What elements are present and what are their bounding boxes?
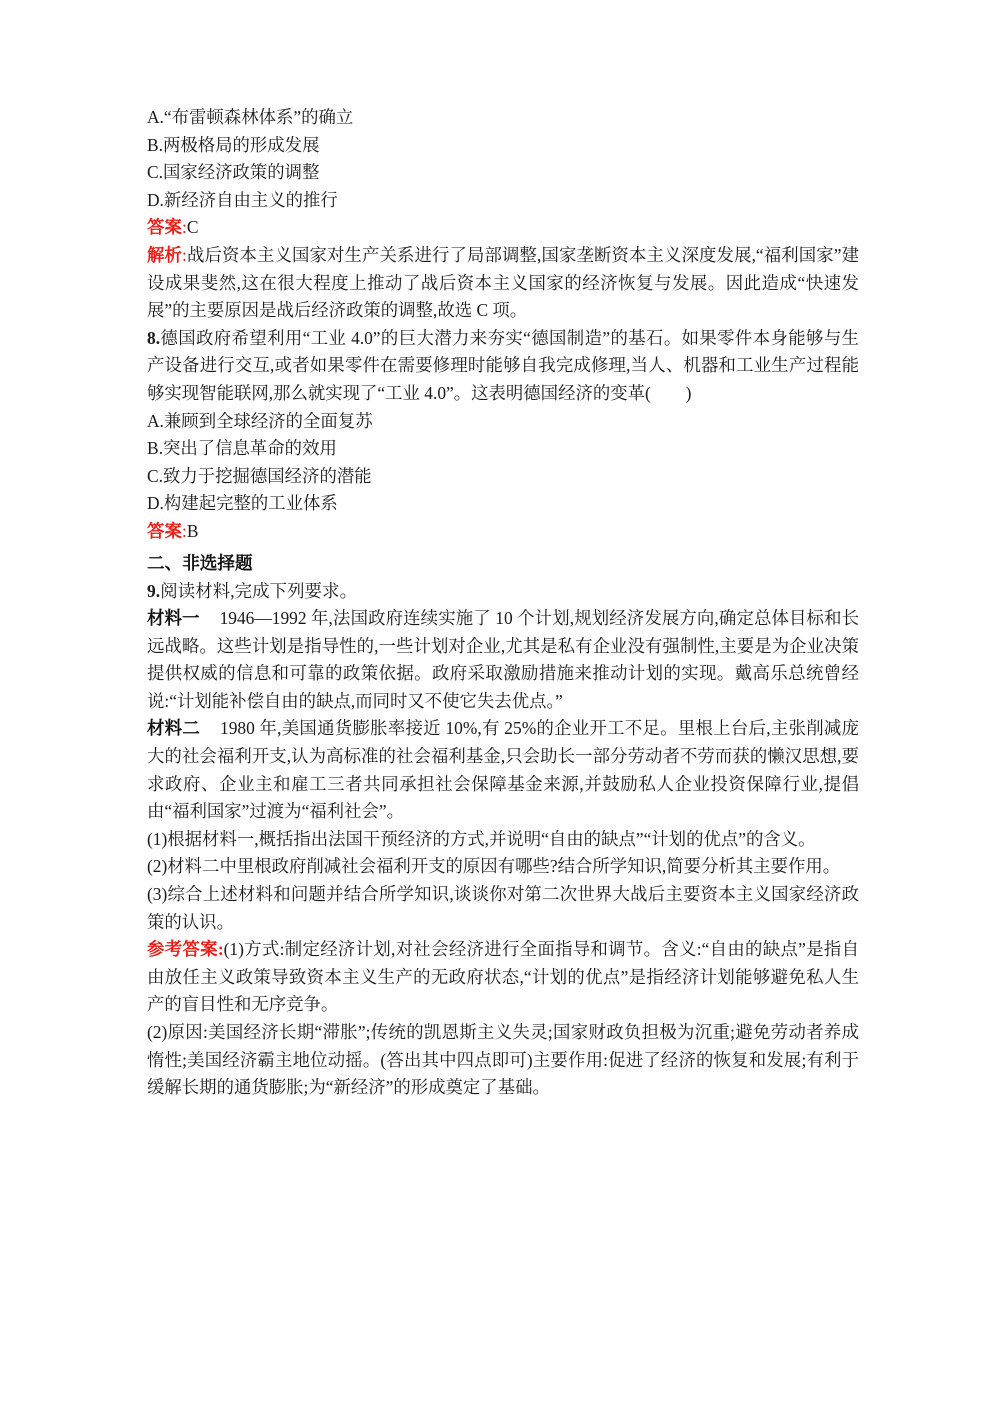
q9-reference-answer-part1 (147, 936, 859, 1019)
q7-answer-value: C (186, 217, 199, 238)
q9-number: 9. (147, 580, 161, 601)
reference-answer-label: 参考答案 (147, 939, 218, 960)
answer-label: 答案 (147, 217, 182, 238)
q7-option-d: D.新经济自由主义的推行 (147, 189, 338, 210)
q7-option-b: B.两极格局的形成发展 (147, 134, 320, 155)
q9-subquestion-2: (2)材料二中里根政府削减社会福利开支的原因有哪些?结合所学知识,简要分析其主要作用。 (147, 856, 841, 877)
section-heading-2: 二、非选择题 (147, 552, 253, 573)
q7-analysis-text: 战后资本主义国家对生产关系进行了局部调整,国家垄断资本主义深度发展,“福利国家”建设成果斐然,这在很大程度上推动了战后资本主义国家的经济恢复与发展。因此造成“快速发展”的主要原因是战后经济政策的调整,故选 C 项。 (147, 244, 859, 321)
reference-answer-text-1: (1)方式:制定经济计划,对社会经济进行全面指导和调节。含义:“自由的缺点”是指自由放任主义政策导致资本主义生产的无政府状态,“计划的优点”是指经济计划能够避免私人生产的盲目性和无序竞争。 (147, 939, 859, 1015)
analysis-label: 解析 (147, 244, 183, 265)
material-2-label: 材料二 (147, 718, 201, 739)
q7-option-c: C.国家经济政策的调整 (147, 162, 320, 183)
answer-colon: : (181, 520, 187, 541)
q8-answer-row (147, 518, 859, 546)
q7-answer-row (147, 214, 859, 242)
q8-stem-text: 德国政府希望利用“工业 4.0”的巨大潜力来夯实“德国制造”的基石。如果零件本身能够与生产设备进行交互,或者如果零件在需要修理时能够自我完成修理,当人、机器和工业生产过程能够实现智能联网,那么就实现了“工业 4.0”。这表明德国经济的变革( ) (147, 327, 859, 403)
q9-material-1 (147, 605, 859, 715)
q9-stem-row (147, 578, 859, 606)
material-1-label: 材料一 (147, 608, 200, 629)
q9-reference-answer-part2: (2)原因:美国经济长期“滞胀”;传统的凯恩斯主义失灵;国家财政负担极为沉重;避免劳动者养成惰性;美国经济霸主地位动摇。(答出其中四点即可)主要作用:促进了经济的恢复和发展;有利于缓解长期的通货膨胀;为“新经济”的形成奠定了基础。 (147, 1022, 859, 1098)
document-body (147, 104, 859, 1102)
reference-answer-colon: : (217, 939, 224, 960)
q8-option-d: D.构建起完整的工业体系 (147, 493, 338, 514)
analysis-colon: : (182, 244, 187, 265)
q8-answer-value: B (186, 520, 199, 541)
material-2-text: 1980 年,美国通货膨胀率接近 10%,有 25%的企业开工不足。里根上台后,主张削减庞大的社会福利开支,认为高标准的社会福利基金,只会助长一部分劳动者不劳而获的懒汉思想,要求政府、企业主和雇工三者共同承担社会保障基金来源,并鼓励私人企业投资保障行业,提倡由“福利国家”过渡为“福利社会”。 (147, 718, 859, 822)
material-1-text: 1946—1992 年,法国政府连续实施了 10 个计划,规划经济发展方向,确定总体目标和长远战略。这些计划是指导性的,一些计划对企业,尤其是私有企业没有强制性,主要是为企业决策提供权威的信息和可靠的政策依据。政府采取激励措施来推动计划的实现。戴高乐总统曾经说:“计划能补偿自由的缺点,而同时又不使它失去优点。” (147, 608, 859, 711)
answer-colon: : (181, 217, 187, 238)
q9-stem-text: 阅读材料,完成下列要求。 (160, 580, 358, 601)
answer-label: 答案 (147, 520, 182, 541)
q8-stem-row (147, 325, 859, 408)
q9-material-2 (147, 715, 859, 825)
q7-analysis-row (147, 242, 859, 325)
q8-number: 8. (147, 327, 161, 348)
q8-option-b: B.突出了信息革命的效用 (147, 438, 337, 459)
q8-option-c: C.致力于挖掘德国经济的潜能 (147, 465, 372, 486)
q7-option-a: A.“布雷顿森林体系”的确立 (147, 107, 354, 127)
q9-subquestion-3: (3)综合上述材料和问题并结合所学知识,谈谈你对第二次世界大战后主要资本主义国家经济政策的认识。 (147, 884, 859, 932)
q8-option-a: A.兼顾到全球经济的全面复苏 (147, 410, 373, 431)
q9-subquestion-1: (1)根据材料一,概括指出法国干预经济的方式,并说明“自由的缺点”“计划的优点”的含义。 (147, 828, 816, 849)
